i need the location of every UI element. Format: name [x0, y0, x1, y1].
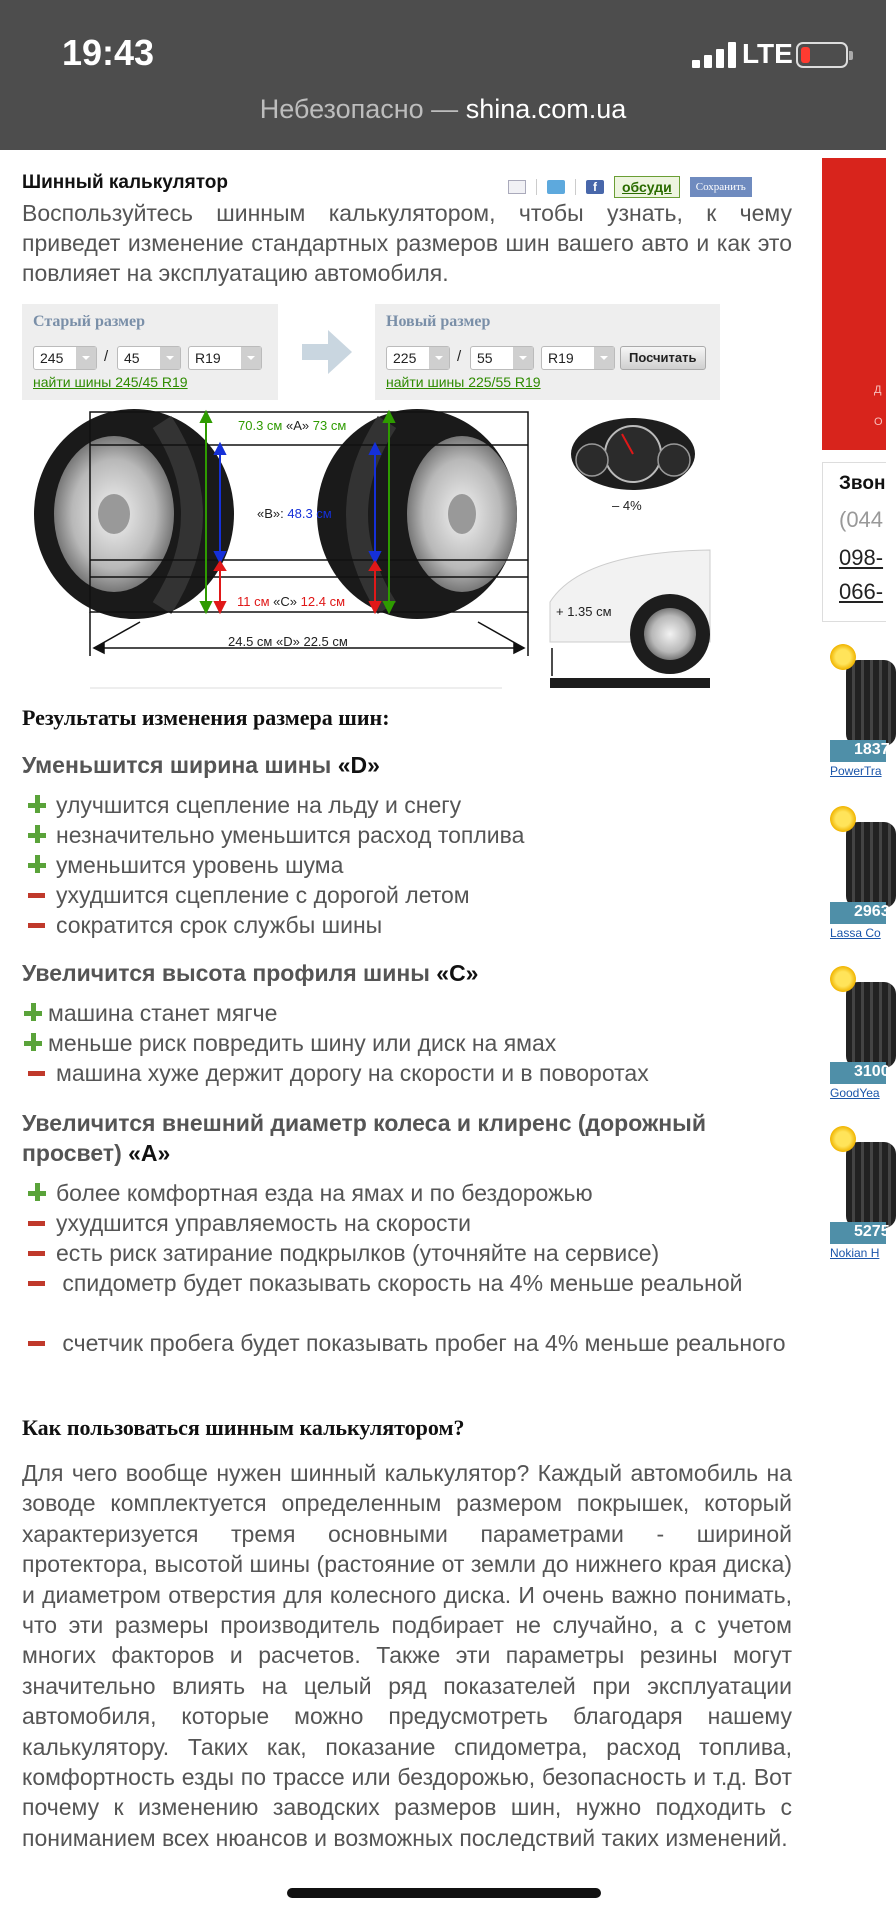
- product-price: 3100: [830, 1062, 886, 1084]
- result-item: [22, 1328, 792, 1358]
- minus-icon: [28, 1243, 48, 1263]
- product-price: 1837: [830, 740, 886, 762]
- speedometer-change: – 4%: [612, 498, 642, 513]
- contacts-box: [822, 462, 886, 622]
- result-item: [22, 790, 792, 820]
- d-new: 22.5 см: [303, 634, 348, 649]
- product-name[interactable]: Lassa Co: [830, 926, 881, 940]
- minus-icon: [28, 915, 48, 935]
- page-title: Шинный калькулятор: [22, 172, 228, 193]
- howto-text: Для чего вообще нужен шинный калькулятор? Каждый автомобиль на зоводе комплектуется определенным размером покрышек, который характеризуется тремя основными параметрами - шириной протектора, высотой шины (растояние от земли до нижнего края диска) и диаметром отверстия для колесного диска. И очень важно понимать, что эти размеры производитель подбирает не случайно, а с учетом многих факторов и расчетов. Также эти параметры резины могут значительно влиять на целый ряд показателей при эксплуатации автомобиля, которые можно предусмотреть благодаря нашему калькулятору. Таких как, показание спидометра, расход топлива, комфортность езды по трассе или бездорожью, безопасность и т.д. Вот почему к изменению заводских размеров шин, нужно подходить с пониманием всех нюансов и возможных последствий таких изменений.: [22, 1460, 792, 1851]
- result-item-text: улучшится сцепление на льду и снегу: [56, 792, 462, 818]
- result-item-text: более комфортная езда на ямах и по бездорожью: [56, 1180, 593, 1206]
- title-row: [22, 162, 792, 195]
- new-size-title: Новый размер: [386, 313, 491, 330]
- old-profile-select[interactable]: 45: [117, 346, 181, 370]
- browser-top-bar: [0, 0, 886, 150]
- section-heading-text: Увеличится высота профиля шины: [22, 960, 430, 986]
- intro-text: Воспользуйтесь шинным калькулятором, чтобы узнать, к чему приведет изменение стандартных размеров шин вашего авто и как это повлияет на эксплуатацию автомобиля.: [22, 200, 792, 286]
- c-new: 12.4 см: [300, 594, 346, 609]
- plus-icon: [28, 855, 48, 875]
- sidebar-banner[interactable]: [822, 158, 886, 450]
- result-item-text: машина хуже держит дорогу на скорости и в поворотах: [56, 1060, 649, 1086]
- security-label: Небезопасно —: [259, 94, 466, 124]
- url-host: shina.com.ua: [465, 94, 627, 124]
- result-item: [22, 1238, 792, 1268]
- tire-diagram-graphic: [22, 412, 722, 688]
- divider: [575, 179, 576, 195]
- facebook-icon[interactable]: f: [586, 180, 604, 194]
- slash: /: [104, 348, 109, 365]
- product-name[interactable]: Nokian H: [830, 1246, 880, 1260]
- a-old: 70.3 см: [238, 418, 283, 433]
- plus-icon: [24, 1003, 44, 1023]
- result-item: [22, 880, 792, 910]
- network-type: LTE: [742, 38, 793, 69]
- home-indicator[interactable]: [287, 1888, 601, 1898]
- old-rim-select[interactable]: R19: [188, 346, 262, 370]
- section-heading-diameter: [22, 1108, 792, 1168]
- new-profile-select[interactable]: 55: [470, 346, 534, 370]
- product-card[interactable]: [830, 966, 890, 1100]
- left-tire-image: [34, 409, 234, 619]
- banner-text: Д: [874, 384, 882, 396]
- section-heading-profile: [22, 958, 792, 988]
- a-new: 73 см: [312, 418, 347, 433]
- tire-image: [846, 822, 896, 908]
- minus-icon: [28, 1063, 48, 1083]
- section-heading-text: Увеличится внешний диаметр колеса и клиренс (дорожный просвет): [22, 1110, 706, 1166]
- arrow-right-icon: [302, 328, 352, 376]
- banner-text: О: [874, 416, 883, 428]
- result-item: [22, 1208, 792, 1238]
- find-new-tires-link[interactable]: найти шины 225/55 R19: [386, 374, 541, 390]
- address-bar[interactable]: [0, 94, 886, 125]
- result-item-text: есть риск затирание подкрылков (уточняйте на сервисе): [56, 1240, 660, 1266]
- plus-icon: [28, 1183, 48, 1203]
- old-width-select[interactable]: 245: [33, 346, 97, 370]
- product-price: 2963: [830, 902, 886, 924]
- result-item: [22, 850, 792, 880]
- d-old: 24.5 см: [228, 634, 273, 649]
- result-item-text: незначительно уменьшится расход топлива: [56, 822, 525, 848]
- contacts-title: Звон: [839, 473, 886, 494]
- cellular-signal-icon: [692, 42, 736, 68]
- result-item: [22, 910, 792, 940]
- divider: [536, 179, 537, 195]
- phone-number[interactable]: 066-: [839, 579, 884, 604]
- speedometer-icon: [571, 418, 695, 490]
- product-name[interactable]: PowerTra: [830, 764, 882, 778]
- share-toolbar: [508, 176, 752, 198]
- result-item-text: уменьшится уровень шума: [56, 852, 344, 878]
- result-item-text: ухудшится сцепление с дорогой летом: [56, 882, 470, 908]
- result-item-text: счетчик пробега будет показывать пробег на 4% меньше реального: [62, 1330, 786, 1356]
- new-width-select[interactable]: 225: [386, 346, 450, 370]
- new-size-panel: [375, 304, 720, 400]
- phone-number[interactable]: 098-: [839, 545, 884, 570]
- result-item-text: ухудшится управляемость на скорости: [56, 1210, 471, 1236]
- plus-icon: [28, 825, 48, 845]
- result-item: [22, 1058, 792, 1088]
- result-item: [22, 820, 792, 850]
- product-card[interactable]: [830, 806, 890, 940]
- mail-icon[interactable]: [508, 180, 526, 194]
- minus-icon: [28, 1333, 48, 1353]
- result-item: [22, 1178, 792, 1208]
- a-label: «A»: [285, 418, 310, 433]
- result-item: [22, 1268, 792, 1298]
- c-old: 11 см: [237, 594, 270, 609]
- minus-icon: [28, 885, 48, 905]
- result-item: [22, 1028, 792, 1058]
- b-label: «B»:: [257, 506, 284, 521]
- section-heading-text: Уменьшится ширина шины: [22, 752, 332, 778]
- product-card[interactable]: [830, 644, 890, 778]
- clearance-change: + 1.35 см: [556, 604, 612, 619]
- tire-image: [846, 982, 896, 1068]
- c-label: «C»: [273, 594, 298, 609]
- battery-icon: [796, 42, 848, 68]
- b-value: 48.3 см: [287, 506, 332, 521]
- find-old-tires-link[interactable]: найти шины 245/45 R19: [33, 374, 188, 390]
- howto-title: Как пользоваться шинным калькулятором?: [22, 1415, 465, 1440]
- tire-image: [846, 660, 896, 746]
- section-tag: «D»: [337, 752, 380, 778]
- tire-size-diagram: [22, 412, 722, 688]
- summer-icon: [830, 806, 856, 832]
- section-tag: «C»: [436, 960, 479, 986]
- profile-c-label: [237, 594, 345, 609]
- slash: /: [457, 348, 462, 365]
- new-rim-select[interactable]: R19: [541, 346, 615, 370]
- plus-icon: [28, 795, 48, 815]
- discuss-button[interactable]: обсуди: [614, 176, 680, 198]
- twitter-icon[interactable]: [547, 180, 565, 194]
- product-card[interactable]: [830, 1126, 890, 1260]
- minus-icon: [28, 1273, 48, 1293]
- section-tag: «A»: [128, 1140, 171, 1166]
- right-tire-image: [317, 409, 517, 619]
- save-button[interactable]: Сохранить: [690, 177, 752, 197]
- car-clearance-icon: [550, 550, 710, 688]
- product-price: 5275: [830, 1222, 886, 1244]
- d-label: «D»: [275, 634, 300, 649]
- minus-icon: [28, 1213, 48, 1233]
- plus-icon: [24, 1033, 44, 1053]
- diameter-a-label: [238, 418, 346, 433]
- summer-icon: [830, 966, 856, 992]
- rim-b-label: [257, 506, 332, 521]
- status-time: 19:43: [62, 32, 155, 73]
- result-item-text: сократится срок службы шины: [56, 912, 383, 938]
- results-title: Результаты изменения размера шин:: [22, 705, 390, 730]
- result-item: [22, 998, 792, 1028]
- old-size-title: Старый размер: [33, 313, 146, 330]
- result-item-text: машина станет мягче: [48, 1000, 278, 1026]
- summer-icon: [830, 1126, 856, 1152]
- width-d-label: [228, 634, 348, 649]
- section-heading-width: [22, 750, 792, 780]
- product-name[interactable]: GoodYea: [830, 1086, 880, 1100]
- phone-number[interactable]: (044: [839, 507, 884, 532]
- summer-icon: [830, 644, 856, 670]
- result-item-text: меньше риск повредить шину или диск на ямах: [48, 1030, 557, 1056]
- result-item-text: спидометр будет показывать скорость на 4% меньше реальной: [62, 1270, 743, 1296]
- calculate-button[interactable]: Посчитать: [620, 346, 706, 370]
- old-size-panel: [22, 304, 278, 400]
- tire-image: [846, 1142, 896, 1228]
